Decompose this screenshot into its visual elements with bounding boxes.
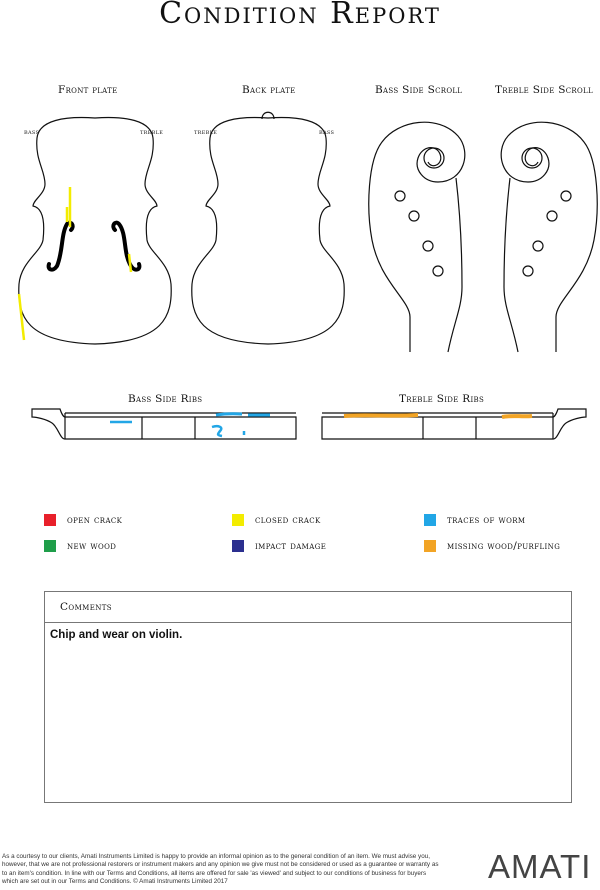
front-treble-label: treble: [140, 128, 164, 136]
treble-side-ribs-title: Treble Side Ribs: [399, 393, 485, 405]
legend-closed-crack: closed crack: [232, 514, 321, 526]
back-plate-title: Back plate: [242, 84, 296, 96]
back-bass-label: bass: [319, 128, 335, 136]
legend-traces-of-worm: traces of worm: [424, 514, 526, 526]
comments-heading: Comments: [45, 592, 571, 623]
open-crack-swatch: [44, 514, 56, 526]
legend-new-wood: new wood: [44, 540, 116, 552]
treble-side-scroll-title: Treble Side Scroll: [495, 84, 593, 96]
disclaimer-text: As a courtesy to our clients, Amati Instruments Limited is happy to provide an informal opinion as to the general condition of an item. We must advise you, however, that we are not professional restorers or instrument makers and any opinion we give must not be considered or used as a guarantee or warranty as to an item's condition. In line with our Terms and Conditions, all items are offered for sale 'as viewed' and subject to our conditions of business for buyers which are set out in our Terms and Conditions. © Amati Instruments Limited 2017: [2, 853, 439, 886]
comments-text: Chip and wear on violin.: [50, 629, 183, 641]
bass-side-ribs-title: Bass Side Ribs: [128, 393, 203, 405]
bass-side-scroll-title: Bass Side Scroll: [375, 84, 463, 96]
closed-crack-swatch: [232, 514, 244, 526]
page-title: Condition Report: [159, 0, 441, 31]
legend-open-crack: open crack: [44, 514, 122, 526]
legend-impact-damage: impact damage: [232, 540, 326, 552]
front-bass-label: bass: [24, 128, 40, 136]
missing-wood-purfling-swatch: [424, 540, 436, 552]
brand-logo: AMATI: [488, 848, 592, 885]
treble-side-scroll-diagram: [498, 112, 598, 354]
new-wood-swatch: [44, 540, 56, 552]
comments-box: [44, 591, 572, 803]
back-plate-diagram: [188, 108, 348, 352]
front-plate-diagram: [15, 112, 175, 352]
treble-side-ribs-diagram: [318, 405, 588, 445]
bass-side-scroll-diagram: [368, 112, 468, 354]
back-treble-label: treble: [194, 128, 218, 136]
impact-damage-swatch: [232, 540, 244, 552]
traces-of-worm-swatch: [424, 514, 436, 526]
front-plate-title: Front plate: [58, 84, 118, 96]
bass-side-ribs-diagram: [30, 405, 300, 445]
legend-missing-wood-purfling: missing wood/purfling: [424, 540, 560, 552]
